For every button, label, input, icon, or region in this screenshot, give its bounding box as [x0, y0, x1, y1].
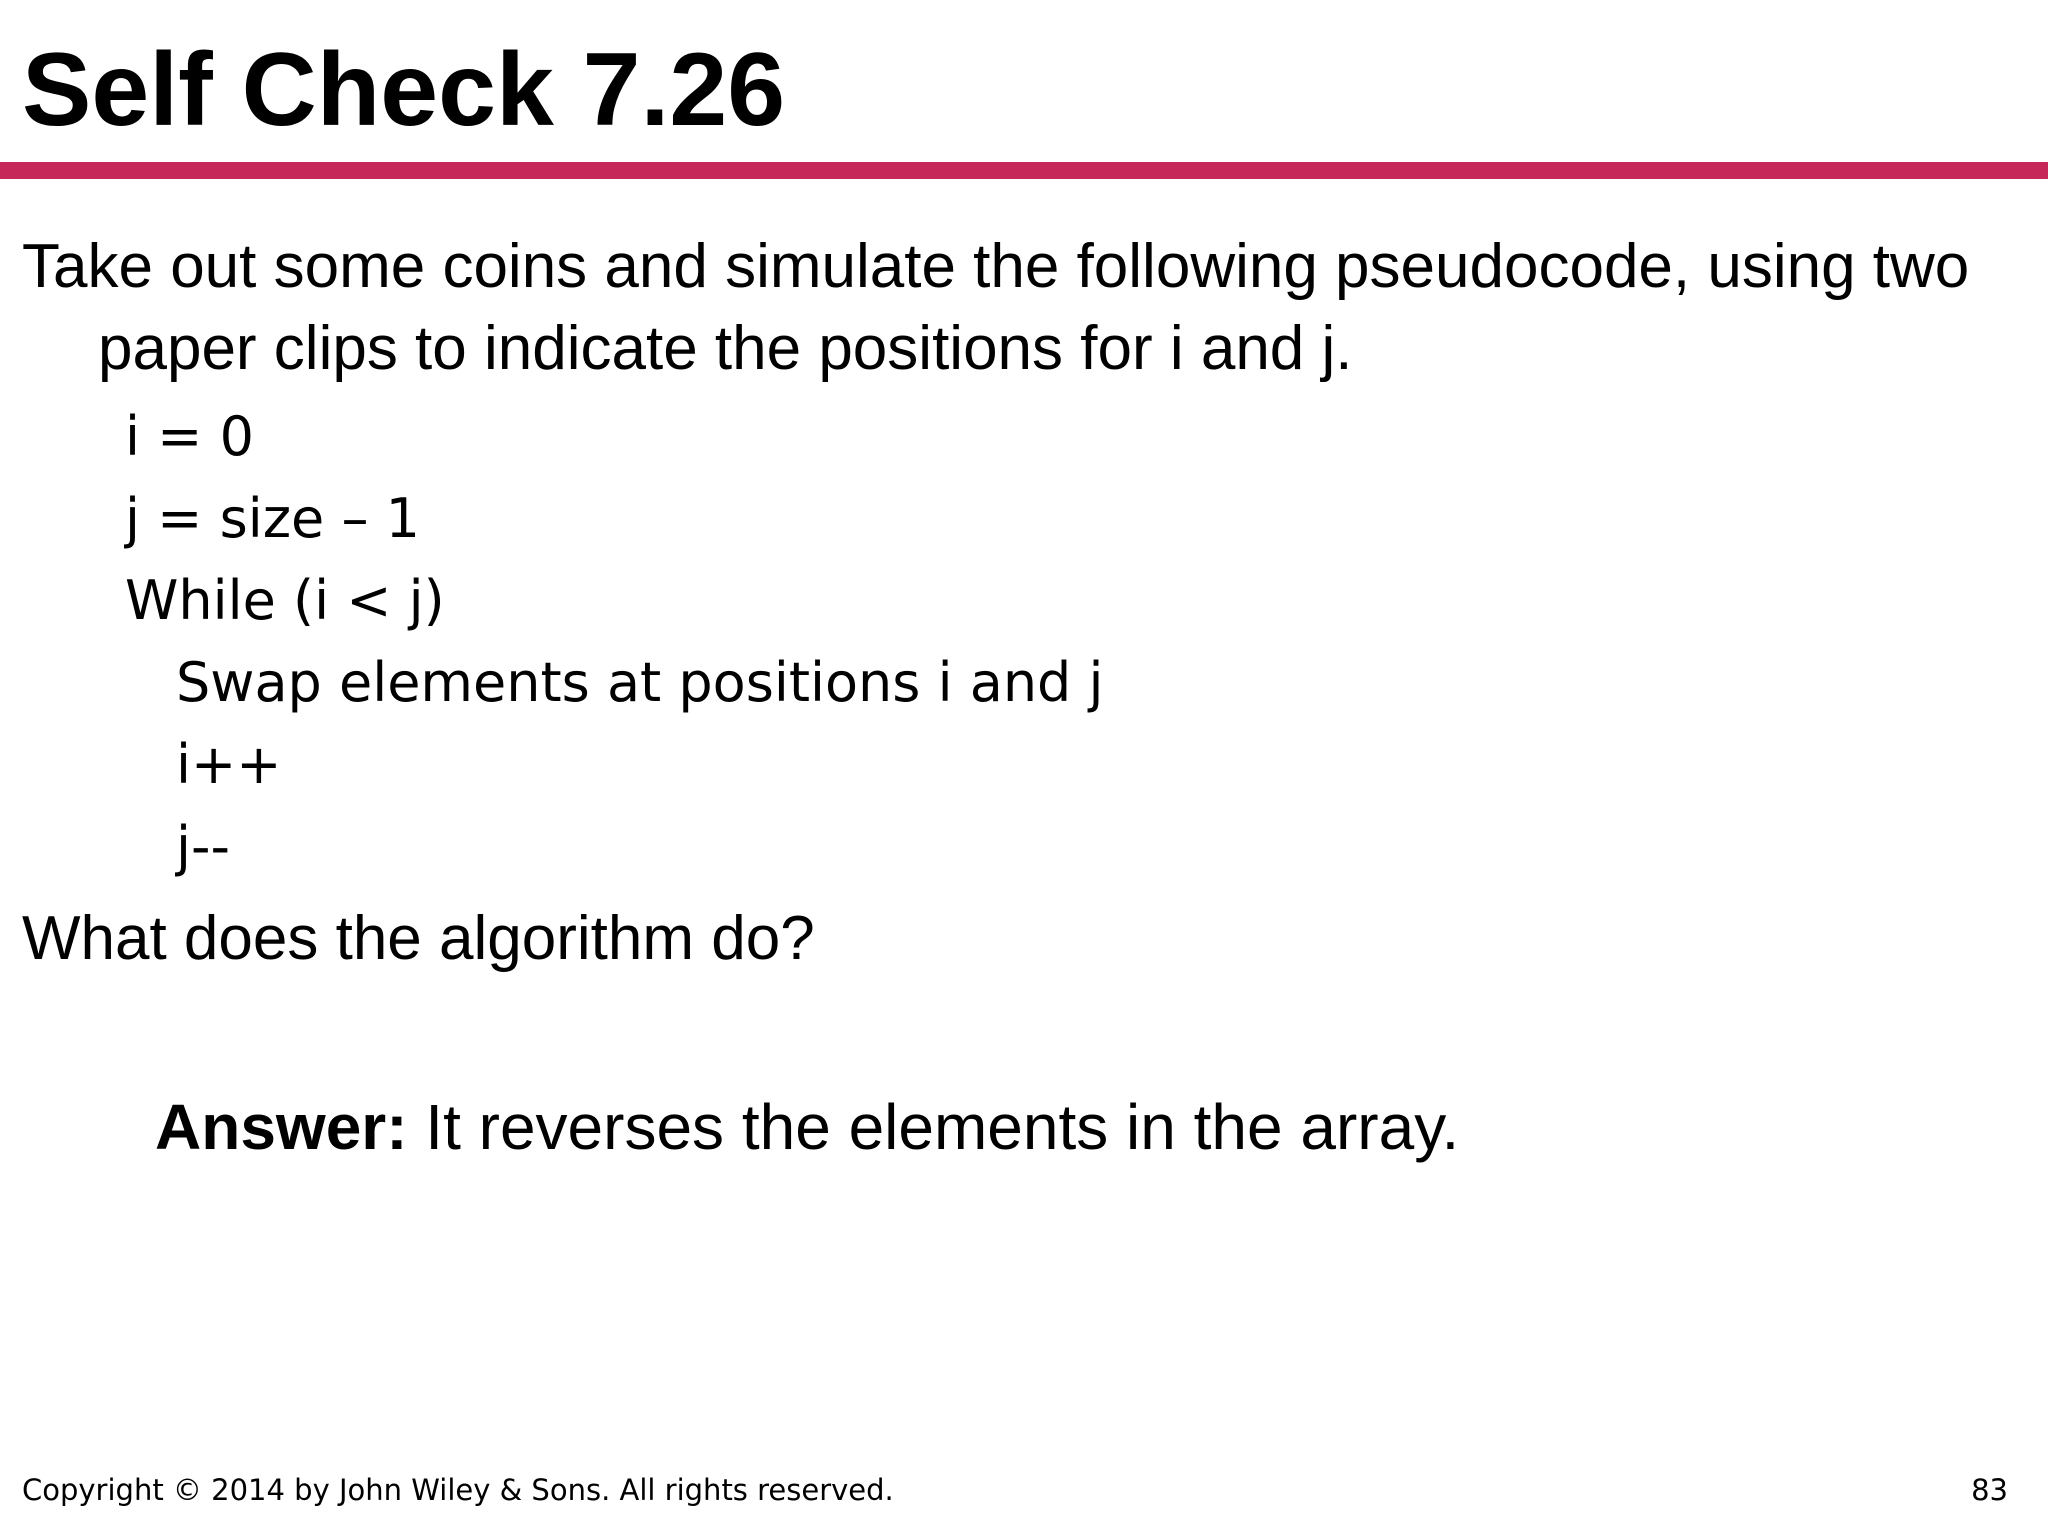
- intro-paragraph: Take out some coins and simulate the following pseudocode, using two paper clips to indicate the positions for i and j.: [22, 232, 1970, 383]
- page-number: 83: [1971, 1473, 2008, 1507]
- pseudocode-line: Swap elements at positions i and j: [176, 651, 1104, 714]
- pseudocode-line: i++: [176, 733, 282, 796]
- answer-text: It reverses the elements in the array.: [407, 1091, 1460, 1163]
- pseudocode-line: j = size – 1: [125, 487, 420, 550]
- question-text: What does the algorithm do?: [22, 904, 815, 973]
- answer-block: [155, 1086, 1459, 1168]
- answer-label: Answer:: [155, 1091, 408, 1163]
- pseudocode-line: While (i < j): [125, 569, 445, 632]
- title-divider: [0, 162, 2048, 179]
- slide-title: Self Check 7.26: [22, 32, 786, 148]
- pseudocode-line: i = 0: [125, 405, 254, 468]
- copyright-notice: Copyright © 2014 by John Wiley & Sons. All rights reserved.: [22, 1473, 894, 1507]
- pseudocode-line: j--: [176, 815, 230, 878]
